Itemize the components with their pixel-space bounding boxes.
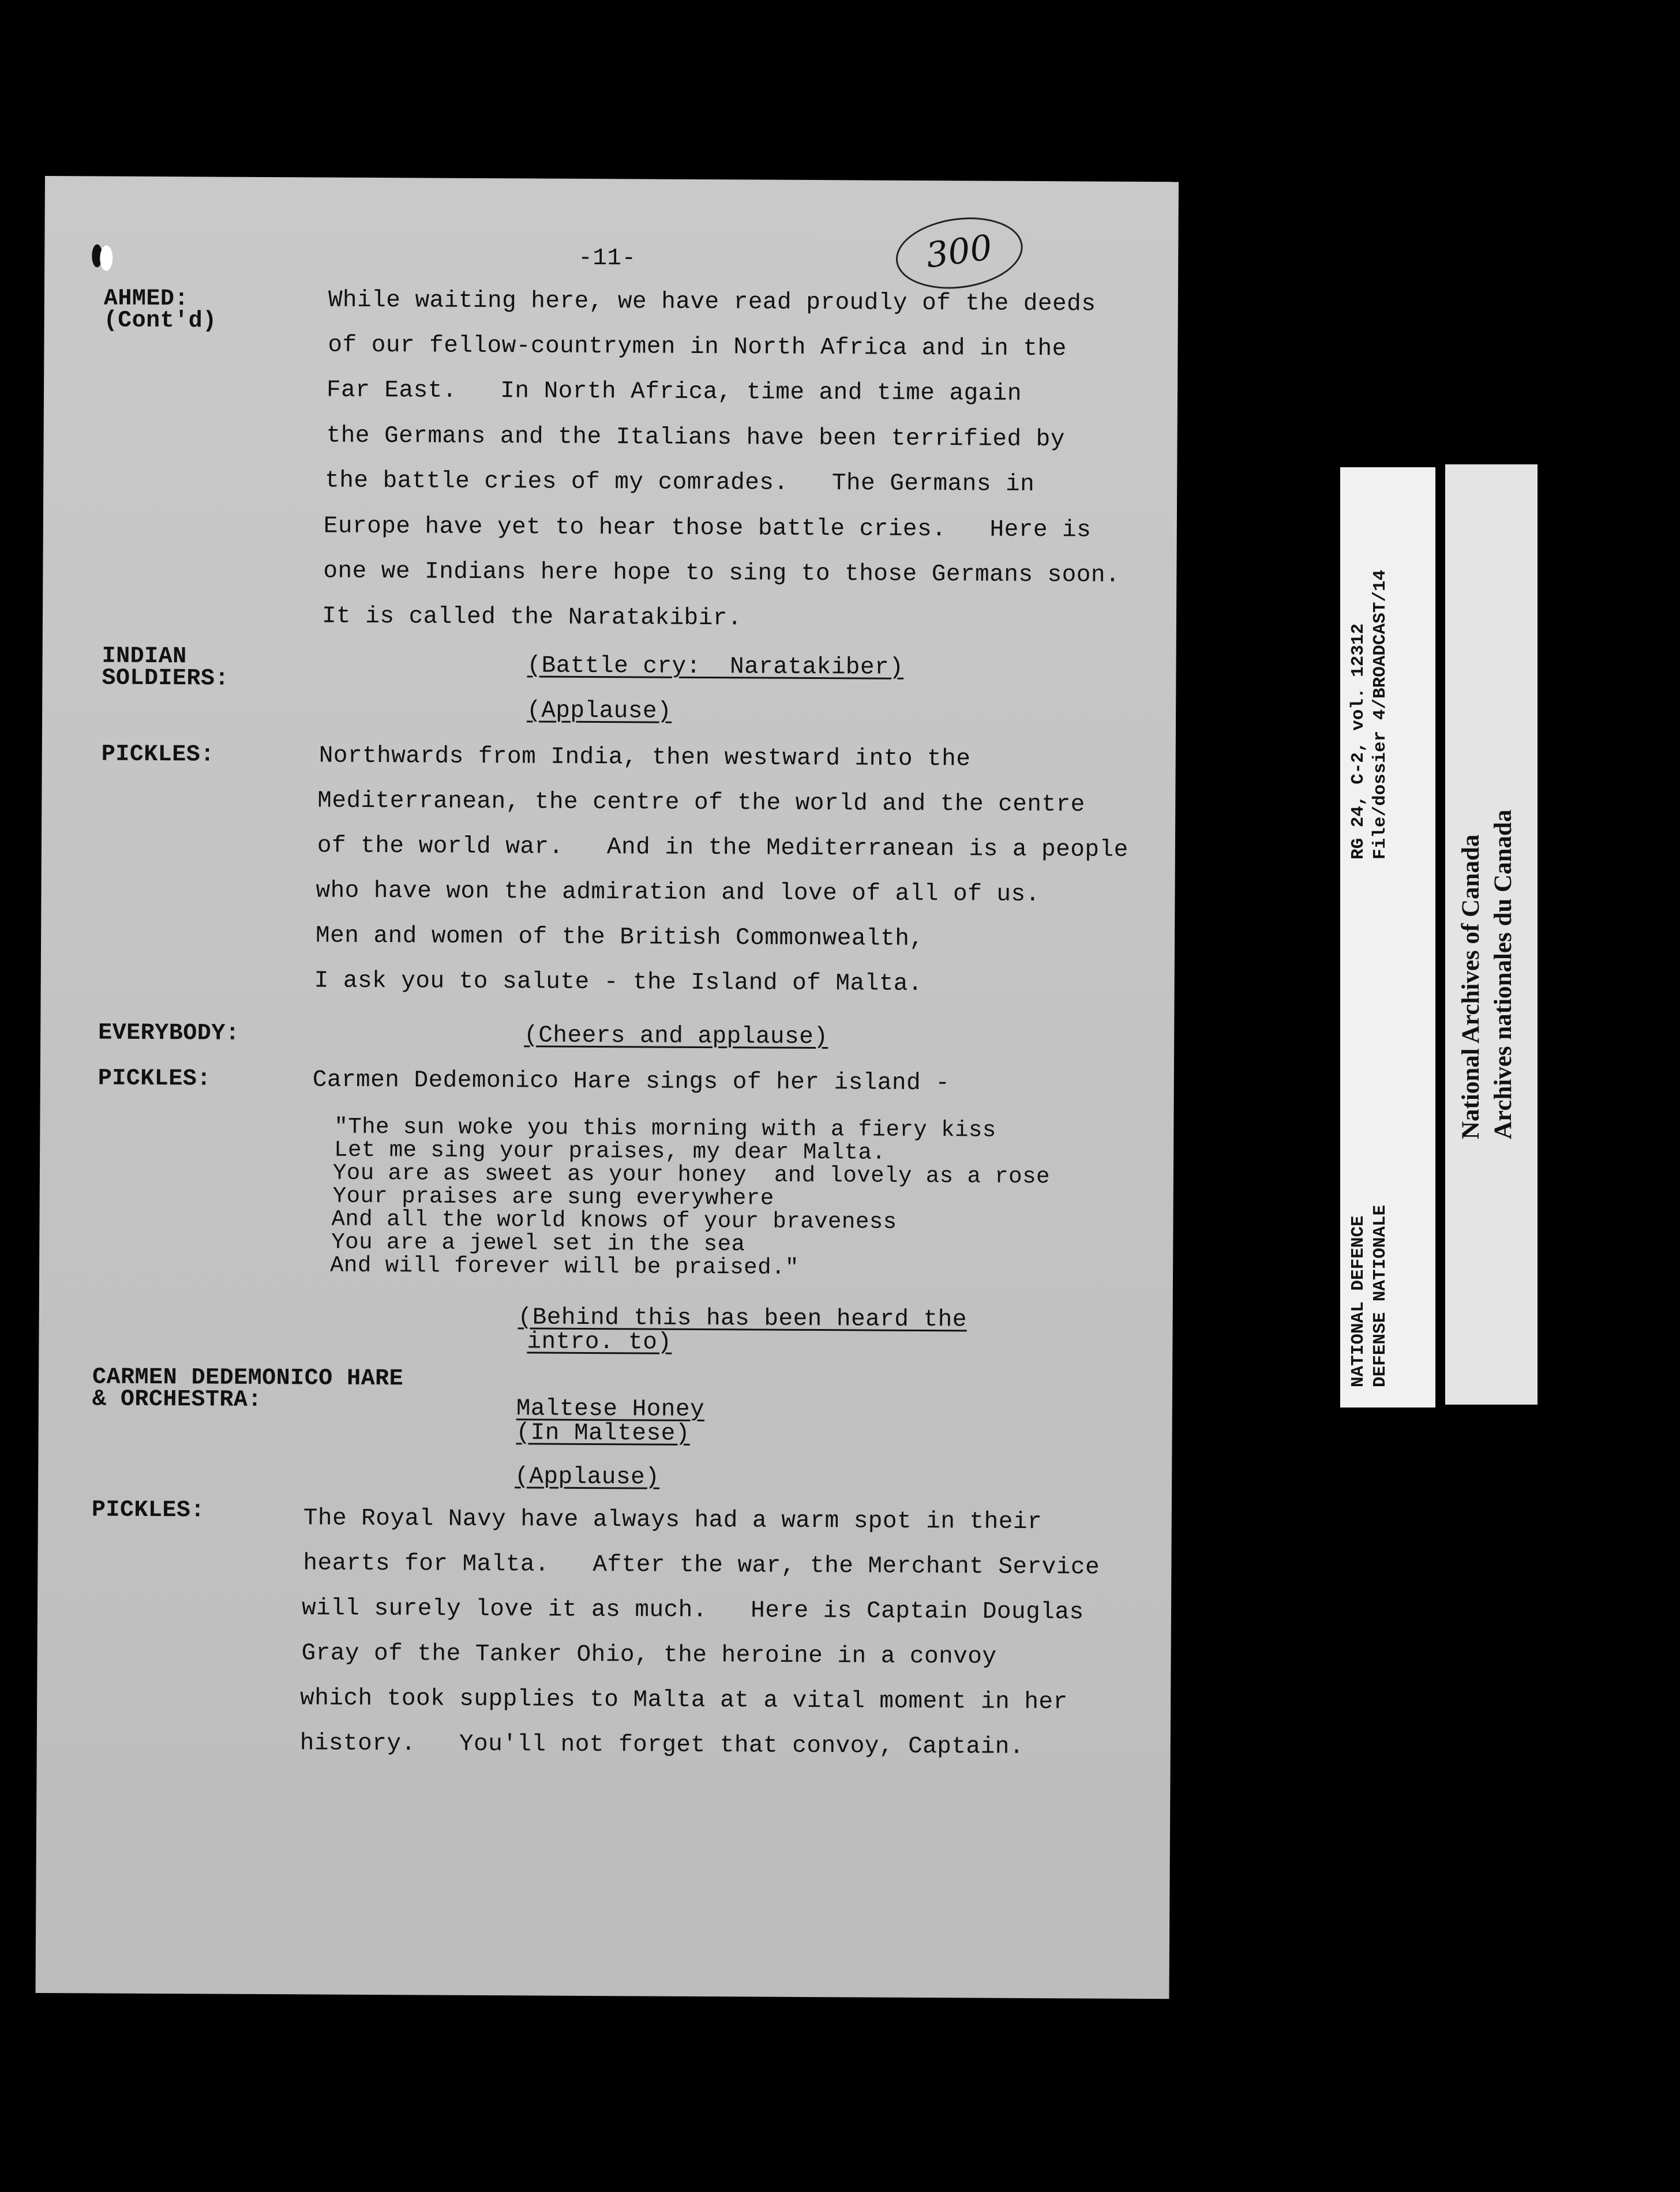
- tag-text: DEFENSE NATIONALE: [1370, 1204, 1390, 1387]
- song-lyric: You are a jewel set in the sea: [331, 1229, 745, 1258]
- dialogue-line: Gray of the Tanker Ohio, the heroine in a convoy: [301, 1640, 997, 1671]
- dialogue-line: Far East. In North Africa, time and time again: [326, 377, 1022, 407]
- hole-punch-highlight: [100, 246, 112, 271]
- speaker-label: EVERYBODY:: [98, 1020, 240, 1047]
- stage-direction: (Applause): [515, 1463, 660, 1491]
- dialogue-line: which took supplies to Malta at a vital moment in her: [300, 1685, 1068, 1716]
- song-lyric: Let me sing your praises, my dear Malta.: [334, 1137, 886, 1166]
- dialogue-line: Mediterranean, the centre of the world and the centre: [317, 787, 1085, 819]
- dialogue-line: hearts for Malta. After the war, the Merchant Service: [303, 1550, 1100, 1581]
- dialogue-line: who have won the admiration and love of all of us.: [316, 877, 1040, 909]
- song-lyric: "The sun woke you this morning with a fiery kiss: [334, 1114, 996, 1143]
- tag-text: NATIONAL DEFENCE: [1348, 1215, 1368, 1387]
- speaker-label: PICKLES:: [101, 741, 215, 768]
- dialogue-line: Europe have yet to hear those battle cries. Here is: [323, 513, 1092, 544]
- tag-text: RG 24, C-2, vol. 12312: [1348, 623, 1368, 859]
- song-title: Maltese Honey: [516, 1395, 705, 1424]
- speaker-label: (Cont'd): [103, 307, 217, 335]
- tag-text: File/dossier 4/BROADCAST/14: [1370, 569, 1390, 859]
- handwritten-number: 300: [891, 210, 1027, 296]
- dialogue-line: It is called the Naratakibir.: [321, 603, 742, 632]
- stage-direction: (Applause): [527, 697, 672, 725]
- dialogue-line: While waiting here, we have read proudly of the deeds: [328, 287, 1096, 318]
- archive-label-tag: [1445, 464, 1537, 1405]
- dialogue-line: Men and women of the British Commonwealth,: [315, 922, 924, 952]
- speaker-label: PICKLES:: [91, 1497, 205, 1524]
- dialogue-line: of our fellow-countrymen in North Africa and in the: [328, 332, 1067, 363]
- stage-direction: intro. to): [527, 1328, 672, 1356]
- dialogue-line: I ask you to salute - the Island of Malta.: [314, 967, 923, 997]
- archive-reference-tag: [1340, 467, 1435, 1407]
- dialogue-line: The Royal Navy have always had a warm spot in their: [303, 1505, 1042, 1536]
- dialogue-line: one we Indians here hope to sing to those Germans soon.: [323, 558, 1120, 589]
- song-lyric: And all the world knows of your braveness: [331, 1206, 897, 1235]
- song-lyric: You are as sweet as your honey and lovely as a rose: [332, 1160, 1051, 1190]
- dialogue-line: Carmen Dedemonico Hare sings of her island -: [312, 1067, 950, 1097]
- document-page: [36, 176, 1179, 1999]
- dialogue-line: history. You'll not forget that convoy, Captain.: [299, 1730, 1025, 1761]
- song-lyric: And will forever will be praised.": [330, 1252, 799, 1281]
- stage-direction: (Battle cry: Naratakiber): [527, 652, 904, 681]
- speaker-label: INDIAN: [102, 643, 187, 670]
- dialogue-line: will surely love it as much. Here is Captain Douglas: [301, 1595, 1084, 1626]
- stage-direction: (Behind this has been heard the: [518, 1304, 967, 1334]
- speaker-label: & ORCHESTRA:: [92, 1386, 262, 1413]
- dialogue-line: the Germans and the Italians have been terrified by: [326, 422, 1066, 453]
- song-subtitle: (In Maltese): [516, 1420, 690, 1447]
- dialogue-line: of the world war. And in the Mediterranean is a people: [317, 832, 1128, 864]
- speaker-label: AHMED:: [103, 286, 189, 313]
- dialogue-line: the battle cries of my comrades. The Germans in: [325, 467, 1035, 498]
- speaker-label: PICKLES:: [97, 1065, 211, 1093]
- speaker-label: CARMEN DEDEMONICO HARE: [92, 1364, 404, 1392]
- song-lyric: Your praises are sung everywhere: [332, 1183, 774, 1211]
- speaker-label: SOLDIERS:: [102, 665, 230, 692]
- dialogue-line: Northwards from India, then westward into the: [318, 742, 971, 773]
- tag-text: Archives nationales du Canada: [1490, 809, 1517, 1139]
- page-number: -11-: [578, 245, 636, 272]
- stage-direction: (Cheers and applause): [524, 1022, 828, 1051]
- tag-text: National Archives of Canada: [1457, 834, 1484, 1139]
